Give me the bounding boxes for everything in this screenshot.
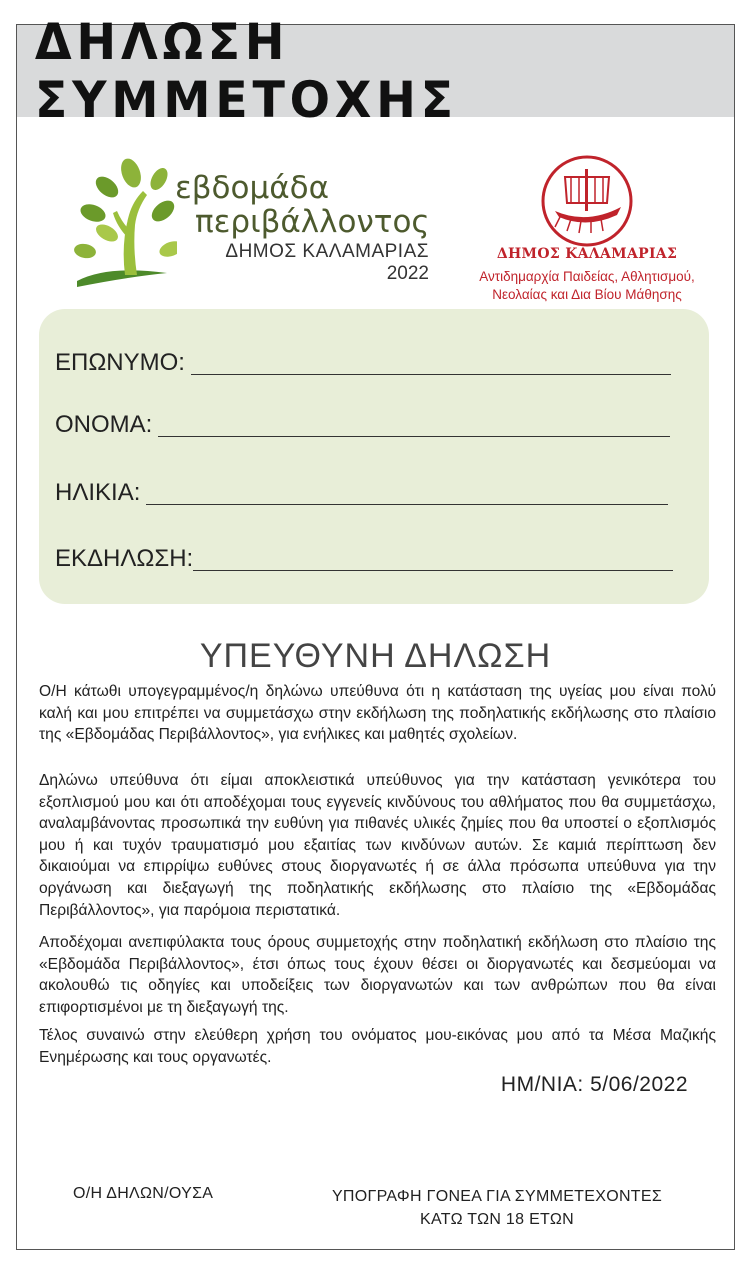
name-input-line[interactable] [158, 436, 670, 437]
environment-week-logo [67, 153, 430, 313]
ship-emblem-icon [541, 155, 633, 247]
name-field [55, 407, 670, 439]
page-frame [16, 13, 735, 1250]
logo-title-line2: περιβάλλοντος [195, 204, 430, 240]
declaration-paragraph-4: Τέλος συναινώ στην ελεύθερη χρήση του ονόματος μου-εικόνας μου από τα Μέσα Μαζικής Ενημέρωσης και τους οργανωτές. [39, 1027, 716, 1066]
participant-form [39, 309, 709, 604]
guardian-signature-line1: ΥΠΟΓΡΑΦΗ ΓΟΝΕΑ ΓΙΑ ΣΥΜΜΕΤΕΧΟΝΤΕΣ [331, 1188, 663, 1205]
declaration-paragraph-1: Ο/Η κάτωθι υπογεγραμμένος/η δηλώνω υπεύθυνα ότι η κατάσταση της υγείας μου είναι πολύ καλή και μου επιτρέπει να συμμετάσχω στην εκδήλωση της ποδηλατικής εκδήλωσης στο πλαίσιο της «Εβδομάδας Περιβάλλοντος», για ενήλικες και μαθητές σχολείων. [39, 683, 716, 744]
age-field [55, 475, 668, 507]
event-input-line[interactable] [193, 570, 673, 571]
logo-municipality: ΔΗΜΟΣ ΚΑΛΑΜΑΡΙΑΣ [225, 241, 429, 262]
municipality-department [467, 268, 707, 304]
surname-label: ΕΠΩΝΥΜΟ: [55, 349, 185, 376]
guardian-signature-line2: ΚΑΤΩ ΤΩΝ 18 ΕΤΩΝ [420, 1211, 574, 1228]
declaration-title: ΥΠΕΥΘΥΝΗ ΔΗΛΩΣΗ [199, 637, 552, 675]
department-line2: Νεολαίας και Δια Βίου Μάθησης [492, 287, 682, 302]
event-field [55, 541, 673, 573]
guardian-signature-label [311, 1185, 683, 1231]
logo-title-line1: εβδομάδα [175, 170, 330, 206]
name-label: ΟΝΟΜΑ: [55, 411, 153, 438]
surname-field [55, 345, 671, 377]
event-label: ΕΚΔΗΛΩΣΗ: [55, 545, 194, 572]
declaration-paragraph-2: Δηλώνω υπεύθυνα ότι είμαι αποκλειστικά υπεύθυνος για την κατάσταση γενικότερα του εξοπλισμού μου και ότι αποδέχομαι τους εγγενείς κινδύνους του αθλήματος που θα συμμετάσχω, αναλαμβάνοντας προσωπικά την ευθύνη για πιθανές υλικές ζημίες που θα υποστεί ο εξοπλισμός μου ή και τυχόν τραυματισμό μου εξαιτίας των κινδύνων αυτών. Σε καμιά περίπτωση δεν δικαιούμαι να επιρρίψω ευθύνες στους διοργανωτές ή σε άλλα πρόσωπα υπεύθυνα για την οργάνωση και διεξαγωγή της ποδηλατικής εκδήλωσης στο πλαίσιο της «Εβδομάδας Περιβάλλοντος», για παρόμοια περιστατικά. [39, 772, 716, 919]
logo-year: 2022 [386, 263, 429, 284]
department-line1: Αντιδημαρχία Παιδείας, Αθλητισμού, [479, 269, 695, 284]
tree-icon [67, 153, 177, 293]
age-input-line[interactable] [146, 504, 668, 505]
header-banner [17, 13, 734, 129]
municipality-name: ΔΗΜΟΣ ΚΑΛΑΜΑΡΙΑΣ [496, 246, 678, 262]
surname-input-line[interactable] [191, 374, 671, 375]
municipality-logo [467, 153, 707, 313]
date-field: ΗΜ/ΝΙΑ: 5/06/2022 [500, 1073, 688, 1096]
declaration-paragraph-3: Αποδέχομαι ανεπιφύλακτα τους όρους συμμετοχής στην ποδηλατική εκδήλωση στο πλαίσιο της «Εβδομάδα Περιβάλλοντος», έτσι όπως τους έχουν θέσει οι διοργανωτές και δεσμεύομαι να ακολουθώ τις οδηγίες και υποδείξεις των διοργανωτών και των ανθρώπων που θα είναι επιφορτισμένοι με τη διεξαγωγή της. [39, 934, 716, 1016]
declarant-signature-label: Ο/Η ΔΗΛΩΝ/ΟΥΣΑ [73, 1185, 214, 1202]
logo-wordmark [171, 171, 430, 285]
page-title: ΔΗΛΩΣΗ ΣΥΜΜΕΤΟΧΗΣ [34, 13, 458, 129]
age-label: ΗΛΙΚΙΑ: [55, 479, 141, 506]
